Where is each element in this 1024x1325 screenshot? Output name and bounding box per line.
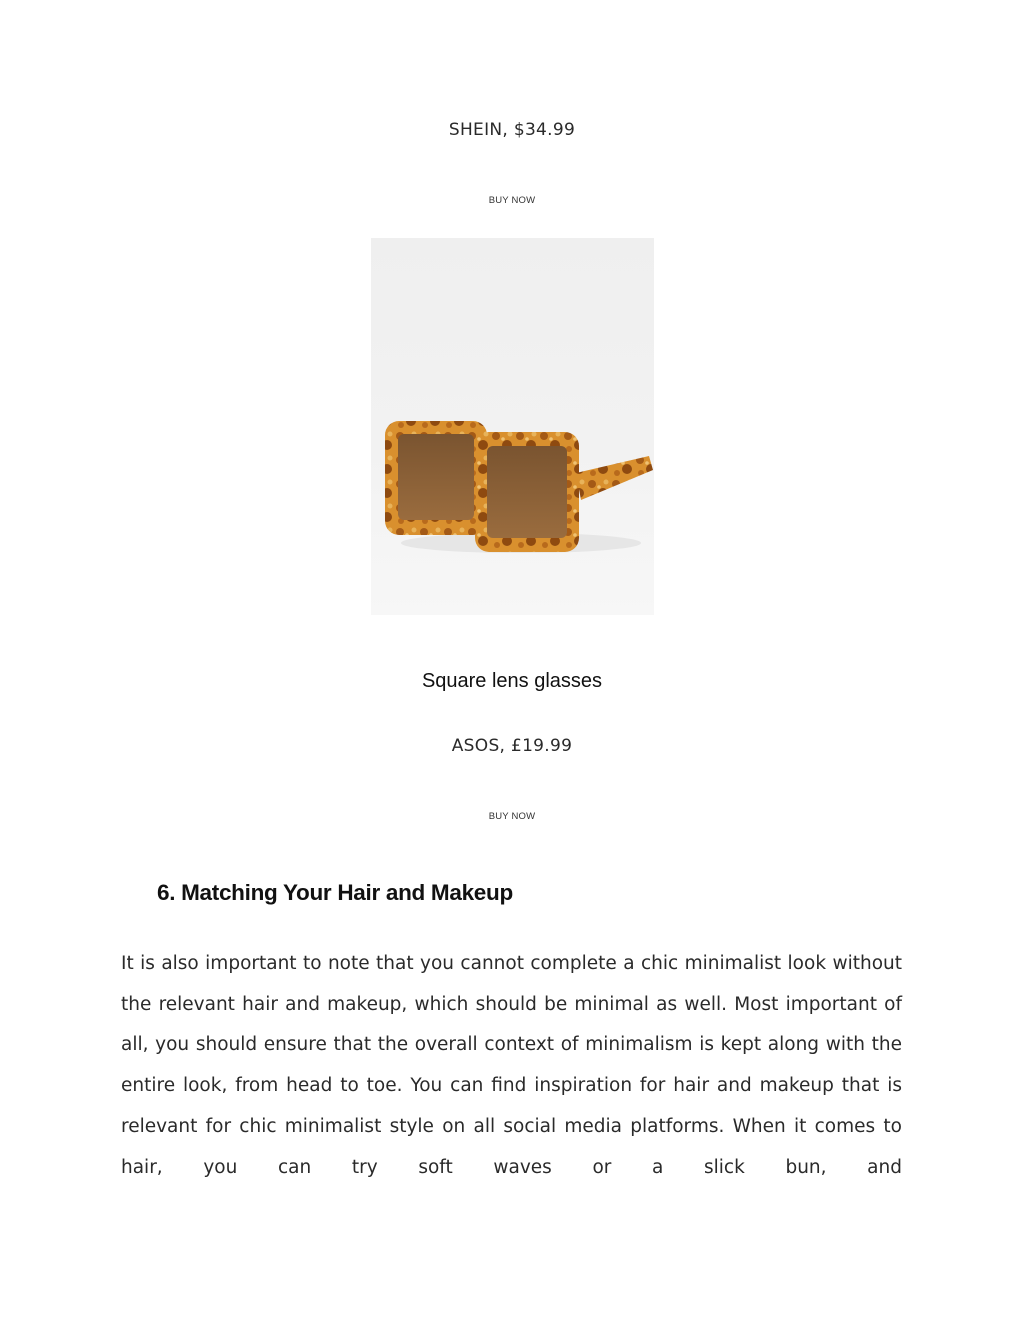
product-1-store-price: SHEIN, $34.99 xyxy=(448,120,576,140)
product-2-store-price: ASOS, £19.99 xyxy=(451,736,573,756)
tortoiseshell-sunglasses-icon xyxy=(371,238,654,615)
product-2-buy-now-link[interactable]: BUY NOW xyxy=(488,811,536,822)
product-1-buy-now-link[interactable]: BUY NOW xyxy=(488,195,536,206)
product-2-title: Square lens glasses xyxy=(421,670,603,692)
product-2-image[interactable] xyxy=(371,238,654,615)
section-heading: 6. Matching Your Hair and Makeup xyxy=(157,880,513,905)
section-paragraph: It is also important to note that you cannot complete a chic minimalist look without the relevant hair and makeup, which should be minimal as well. Most important of all, you should ensure that the overall context of minimalism is kept along with the entire look, from head to toe. You can find inspiration for hair and makeup that is relevant for chic minimalist style on all social media platforms. When it comes to hair, you can try soft waves or a slick bun, and xyxy=(121,953,902,1178)
